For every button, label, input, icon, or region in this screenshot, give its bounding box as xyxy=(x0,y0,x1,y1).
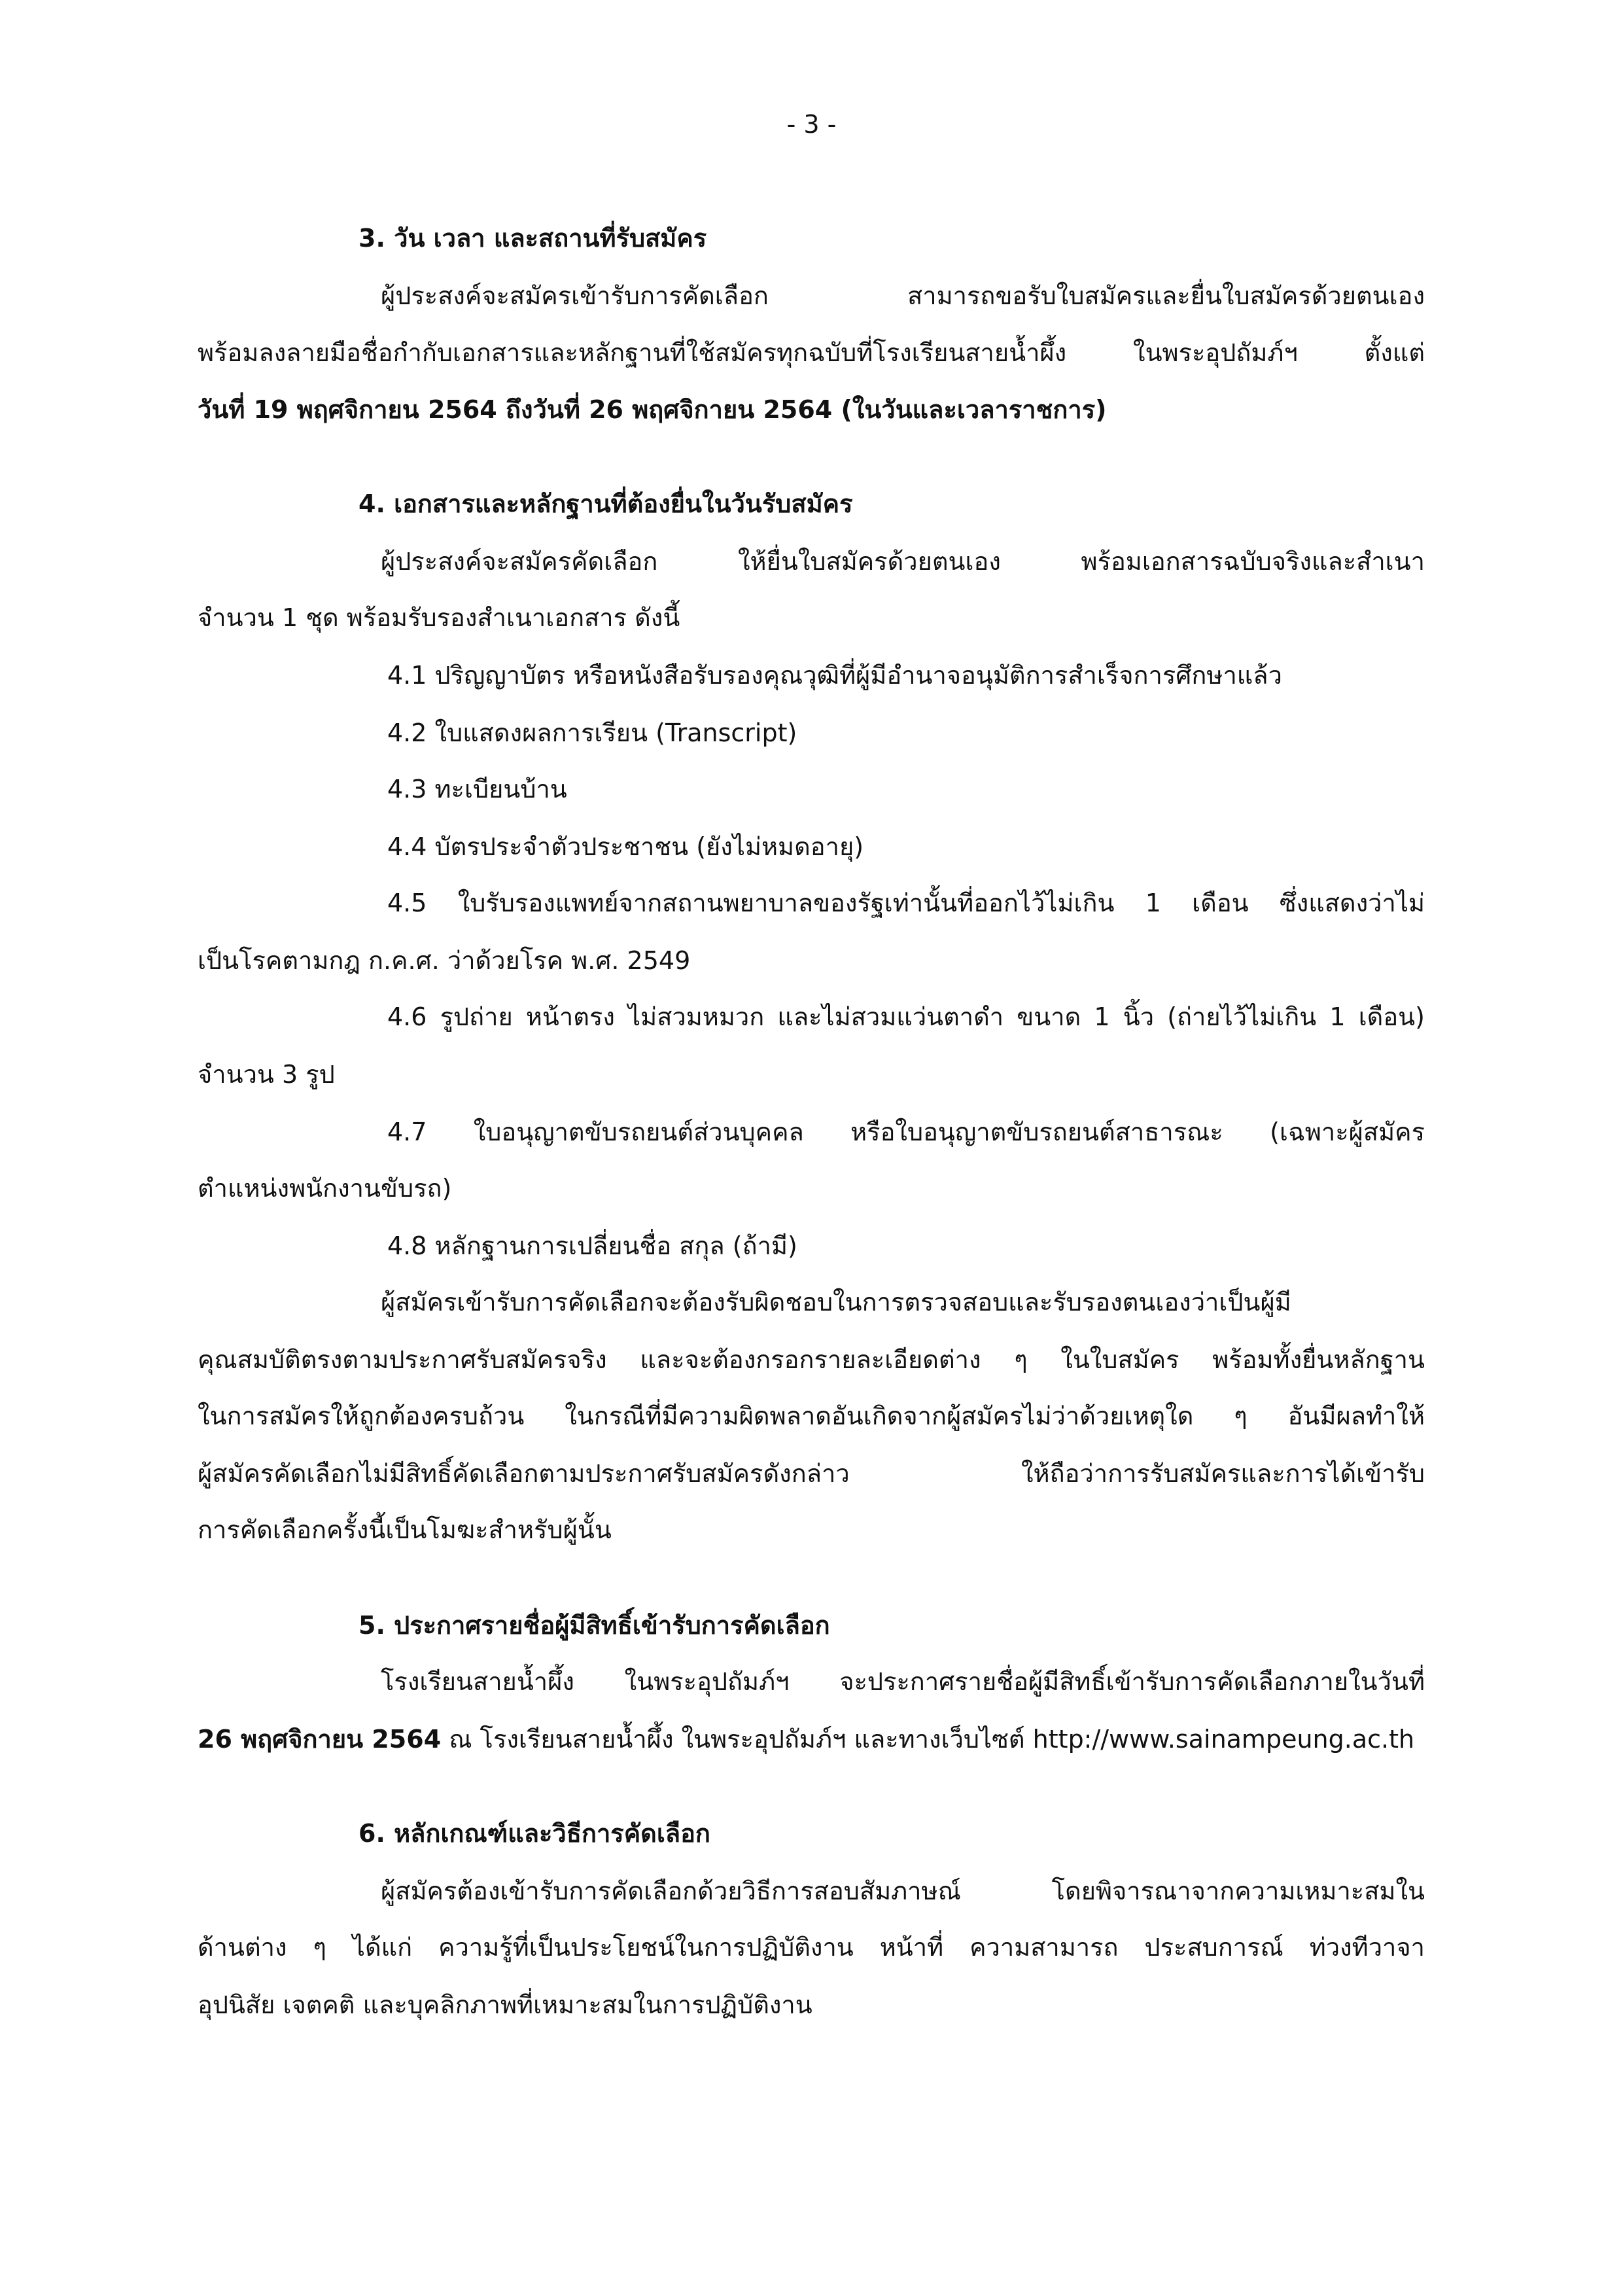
section-3-line-2: พร้อมลงลายมือชื่อกำกับเอกสารและหลักฐานที่ใช้สมัครทุกฉบับที่โรงเรียนสายน้ำผึ้ง ในพระอุปถัมภ์ฯ ตั้งแต่ xyxy=(198,338,1425,367)
list-item-4-4: 4.4 บัตรประจำตัวประชาชน (ยังไม่หมดอายุ) xyxy=(387,832,864,861)
section-5-line-2 xyxy=(198,1722,1427,1756)
list-item-4-5-cont: เป็นโรคตามกฎ ก.ค.ศ. ว่าด้วยโรค พ.ศ. 2549 xyxy=(198,946,691,975)
section-4-line-1: ผู้ประสงค์จะสมัครคัดเลือก ให้ยื่นใบสมัครด้วยตนเอง พร้อมเอกสารฉบับจริงและสำเนา xyxy=(381,547,1425,576)
section-6-line-1: ผู้สมัครต้องเข้ารับการคัดเลือกด้วยวิธีการสอบสัมภาษณ์ โดยพิจารณาจากความเหมาะสมใน xyxy=(381,1877,1425,1905)
list-item-4-1: 4.1 ปริญญาบัตร หรือหนังสือรับรองคุณวุฒิที่ผู้มีอำนาจอนุมัติการสำเร็จการศึกษาแล้ว xyxy=(387,661,1282,690)
section-5-line-1: โรงเรียนสายน้ำผึ้ง ในพระอุปถัมภ์ฯ จะประกาศรายชื่อผู้มีสิทธิ์เข้ารับการคัดเลือกภายในวันที่ xyxy=(381,1667,1425,1696)
section-6-heading: 6. หลักเกณฑ์และวิธีการคัดเลือก xyxy=(358,1819,710,1848)
section-3-heading: 3. วัน เวลา และสถานที่รับสมัคร xyxy=(358,224,707,253)
list-item-4-7-cont: ตำแหน่งพนักงานขับรถ) xyxy=(198,1174,452,1203)
section-3-line-3: วันที่ 19 พฤศจิกายน 2564 ถึงวันที่ 26 พฤศจิกายน 2564 (ในวันและเวลาราชการ) xyxy=(198,395,1107,424)
list-item-4-2: 4.2 ใบแสดงผลการเรียน (Transcript) xyxy=(387,718,797,747)
section-4-heading: 4. เอกสารและหลักฐานที่ต้องยื่นในวันรับสมัคร xyxy=(358,489,853,518)
list-item-4-5: 4.5 ใบรับรองแพทย์จากสถานพยาบาลของรัฐเท่านั้นที่ออกไว้ไม่เกิน 1 เดือน ซึ่งแสดงว่าไม่ xyxy=(387,889,1425,917)
announcement-date: 26 พฤศจิกายน 2564 xyxy=(198,1725,442,1754)
list-item-4-7: 4.7 ใบอนุญาตขับรถยนต์ส่วนบุคคล หรือใบอนุญาตขับรถยนต์สาธารณะ (เฉพาะผู้สมัคร xyxy=(387,1118,1425,1146)
section-4-para-line-4: ผู้สมัครคัดเลือกไม่มีสิทธิ์คัดเลือกตามประกาศรับสมัครดังกล่าว ให้ถือว่าการรับสมัครและการได้เข้ารับ xyxy=(198,1459,1425,1488)
section-4-line-2: จำนวน 1 ชุด พร้อมรับรองสำเนาเอกสาร ดังนี้ xyxy=(198,603,680,632)
page-number: - 3 - xyxy=(786,110,837,139)
section-4-para-line-5: การคัดเลือกครั้งนี้เป็นโมฆะสำหรับผู้นั้น xyxy=(198,1515,612,1544)
list-item-4-3: 4.3 ทะเบียนบ้าน xyxy=(387,775,567,804)
section-6-line-3: อุปนิสัย เจตคติ และบุคลิกภาพที่เหมาะสมในการปฏิบัติงาน xyxy=(198,1990,812,2019)
list-item-4-8: 4.8 หลักฐานการเปลี่ยนชื่อ สกุล (ถ้ามี) xyxy=(387,1231,797,1260)
list-item-4-6-cont: จำนวน 3 รูป xyxy=(198,1060,335,1089)
announcement-location: ณ โรงเรียนสายน้ำผึ้ง ในพระอุปถัมภ์ฯ และทางเว็บไซต์ http://www.sainampeung.ac.th xyxy=(441,1725,1415,1754)
section-5-heading: 5. ประกาศรายชื่อผู้มีสิทธิ์เข้ารับการคัดเลือก xyxy=(358,1611,830,1640)
section-4-para-line-1: ผู้สมัครเข้ารับการคัดเลือกจะต้องรับผิดชอบในการตรวจสอบและรับรองตนเองว่าเป็นผู้มี xyxy=(381,1288,1291,1316)
list-item-4-6: 4.6 รูปถ่าย หน้าตรง ไม่สวมหมวก และไม่สวมแว่นตาดำ ขนาด 1 นิ้ว (ถ่ายไว้ไม่เกิน 1 เดือน) xyxy=(387,1002,1425,1031)
section-6-line-2: ด้านต่าง ๆ ได้แก่ ความรู้ที่เป็นประโยชน์ในการปฏิบัติงาน หน้าที่ ความสามารถ ประสบการณ์ ท่วงทีวาจา xyxy=(198,1933,1425,1962)
section-3-line-1: ผู้ประสงค์จะสมัครเข้ารับการคัดเลือก สามารถขอรับใบสมัครและยื่นใบสมัครด้วยตนเอง xyxy=(381,281,1425,310)
section-4-para-line-2: คุณสมบัติตรงตามประกาศรับสมัครจริง และจะต้องกรอกรายละเอียดต่าง ๆ ในใบสมัคร พร้อมทั้งยื่นหลักฐาน xyxy=(198,1345,1425,1374)
section-4-para-line-3: ในการสมัครให้ถูกต้องครบถ้วน ในกรณีที่มีความผิดพลาดอันเกิดจากผู้สมัครไม่ว่าด้วยเหตุใด ๆ อันมีผลทำให้ xyxy=(198,1402,1425,1430)
